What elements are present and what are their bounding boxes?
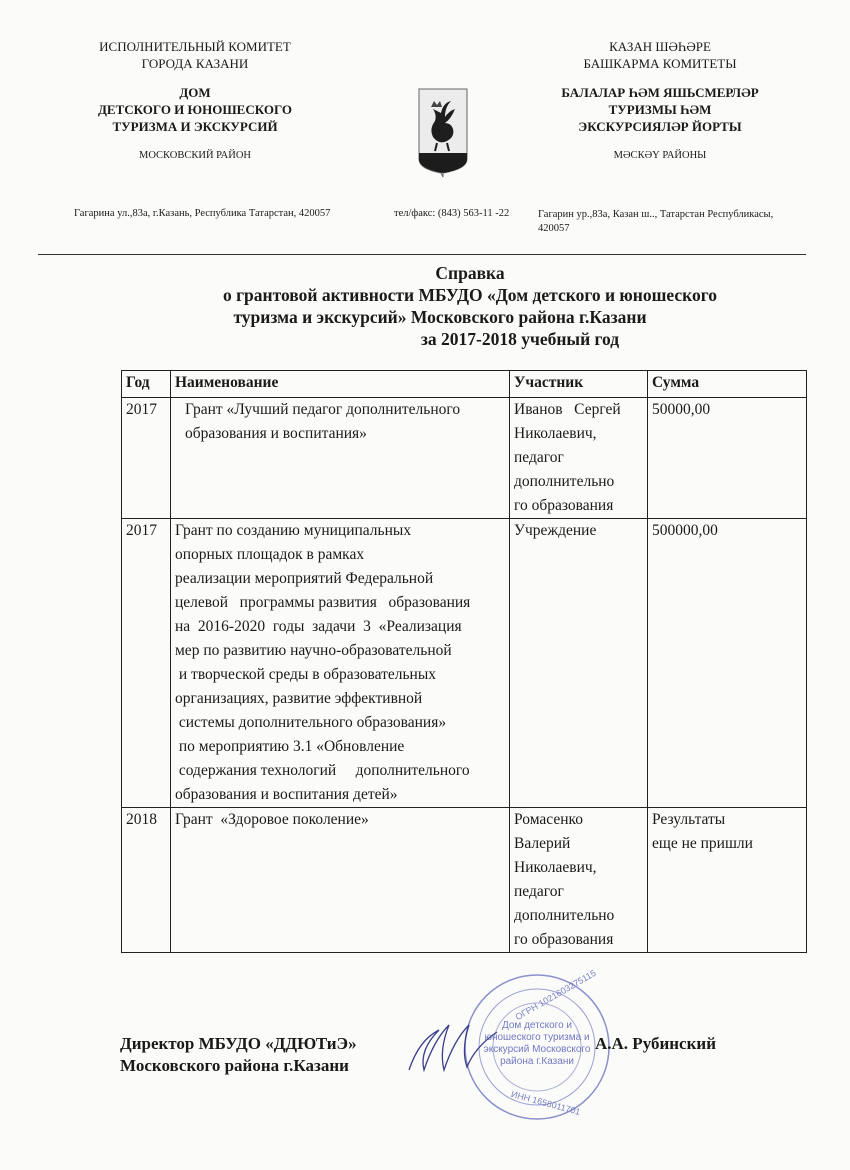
text-line: Николаевич, (514, 859, 597, 876)
signatory-name: А.А. Рубинский (595, 1034, 716, 1053)
header-divider (38, 254, 806, 255)
text-line: и творческой среды в образовательных (175, 666, 436, 683)
cell-name (171, 398, 510, 519)
institution-name: ДЕТСКОГО И ЮНОШЕСКОГО (97, 102, 293, 117)
institution-name: ЭКСКУРСИЯЛӘР ЙОРТЫ (578, 119, 742, 134)
text-line: образования и воспитания детей» (175, 786, 398, 803)
letterhead-right (520, 38, 800, 164)
org-name: БАШКАРМА КОМИТЕТЫ (583, 56, 737, 71)
table-header-row (122, 371, 807, 398)
handwritten-signature (404, 1010, 504, 1085)
text-line: педагог (514, 449, 564, 466)
district: МОСКОВСКИЙ РАЙОН (138, 150, 251, 161)
title-line: за 2017-2018 учебный год (420, 329, 620, 349)
text-line: го образования (514, 497, 614, 514)
text-line: Грант «Лучший педагог дополнительного (185, 401, 461, 418)
text-line: мер по развитию научно-образовательной (175, 642, 452, 659)
table-row (122, 808, 807, 953)
text-line: Николаевич, (514, 425, 597, 442)
text-line: организациях, развитие эффективной (175, 690, 423, 707)
title-line: о грантовой активности МБУДО «Дом детского и юношеского (222, 285, 718, 305)
text-line: по мероприятию 3.1 «Обновление (175, 738, 405, 755)
signatory-position (120, 1033, 357, 1077)
org-name: ИСПОЛНИТЕЛЬНЫЙ КОМИТЕТ (99, 39, 291, 54)
text-line: целевой программы развития образования (175, 594, 471, 611)
text-line: Иванов Сергей (514, 401, 621, 418)
phone: тел/факс: (843) 563-11 -22 (394, 208, 510, 219)
position-line: Директор МБУДО «ДДЮТиЭ» (120, 1034, 357, 1053)
text-line: го образования (514, 931, 614, 948)
address-left: Гагарина ул.,83а, г.Казань, Республика Татарстан, 420057 (74, 208, 331, 219)
text-line: опорных площадок в рамках (175, 546, 365, 563)
header-year: Год (122, 371, 171, 398)
cell-sum: 50000,00 (648, 398, 807, 519)
grants-table (121, 370, 807, 953)
cell-sum (648, 808, 807, 953)
table-row (122, 398, 807, 519)
text-line: реализации мероприятий Федеральной (175, 570, 434, 587)
address-line: Гагарин ур.,83а, Казан ш.., Татарстан Республикасы, (538, 209, 774, 220)
text-line: Результаты (652, 811, 726, 828)
text-line: дополнительно (514, 907, 615, 924)
institution-name: ТУРИЗМЫ ҺӘМ (608, 102, 712, 117)
address-right (538, 208, 773, 236)
text-line: системы дополнительного образования» (175, 714, 447, 731)
header-name: Наименование (171, 371, 510, 398)
cell-year: 2017 (122, 519, 171, 808)
text-line: дополнительно (514, 473, 615, 490)
text-line: образования и воспитания» (185, 425, 367, 442)
cell-participant: Учреждение (510, 519, 648, 808)
cell-year: 2017 (122, 398, 171, 519)
stamp-inn: ИНН 1658011701 (509, 1088, 582, 1118)
cell-name: Грант «Здоровое поколение» (171, 808, 510, 953)
document-title (45, 262, 850, 350)
position-line: Московского района г.Казани (120, 1056, 349, 1075)
district: МӘСКӘҮ РАЙОНЫ (613, 150, 707, 161)
cell-participant (510, 808, 648, 953)
org-name: КАЗАН ШӘҺӘРЕ (609, 39, 711, 54)
header-participant: Участник (510, 371, 648, 398)
table-row (122, 519, 807, 808)
org-name: ГОРОДА КАЗАНИ (141, 56, 249, 71)
text-line: Ромасенко (514, 811, 584, 828)
text-line: Грант по созданию муниципальных (175, 522, 412, 539)
text-line: еще не пришли (652, 835, 753, 852)
cell-participant (510, 398, 648, 519)
header-sum: Сумма (648, 371, 807, 398)
title-line: туризма и экскурсий» Московского района г.Казани (233, 307, 647, 327)
kazan-coat-of-arms-icon (417, 87, 469, 179)
stamp-ogrn: ОГРН 1021603275115 (513, 967, 598, 1023)
cell-sum: 500000,00 (648, 519, 807, 808)
text-line: Валерий (514, 835, 571, 852)
institution-name: ТУРИЗМА И ЭКСКУРСИЙ (112, 119, 278, 134)
stamp-text: Дом детского и юношеского туризма и экскурсий Московского района г.Казани (483, 1020, 591, 1067)
title-line: Справка (435, 263, 505, 283)
institution-name: ДОМ (179, 85, 211, 100)
letterhead-left (60, 38, 330, 164)
cell-year: 2018 (122, 808, 171, 953)
text-line: содержания технологий дополнительного (175, 762, 470, 779)
institution-name: БАЛАЛАР ҺӘМ ЯШЬСМЕРЛӘР (561, 85, 759, 100)
cell-name (171, 519, 510, 808)
address-line: 420057 (538, 223, 570, 234)
text-line: педагог (514, 883, 564, 900)
text-line: на 2016-2020 годы задачи 3 «Реализация (175, 618, 462, 635)
